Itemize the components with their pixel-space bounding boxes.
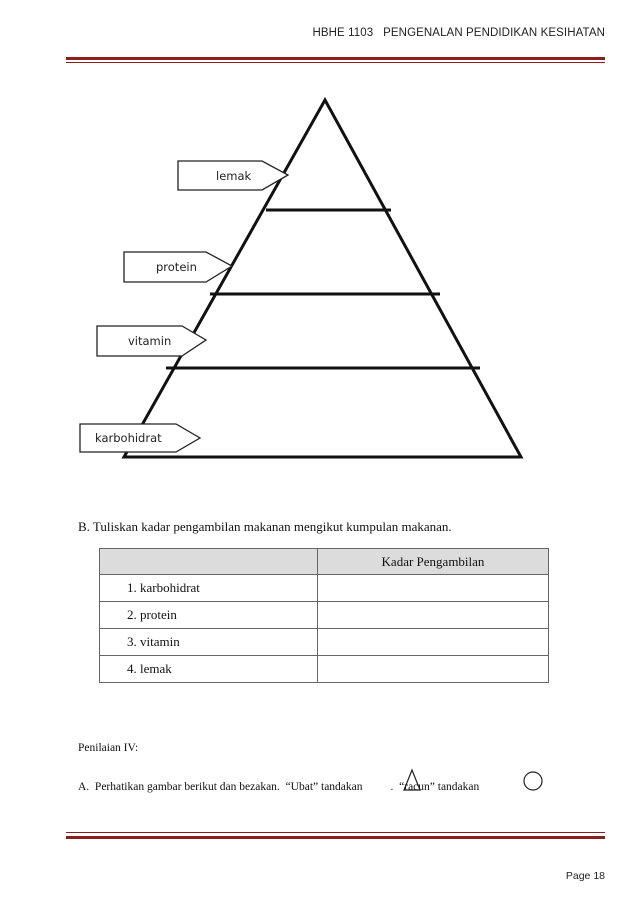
pyramid-label-tags — [80, 161, 288, 452]
table-cell-item: 2. protein — [100, 602, 318, 629]
pyramid-label-karbohidrat: karbohidrat — [95, 431, 162, 445]
penilaian-instruction-part1: A. Perhatikan gambar berikut dan bezakan. “Ubat” tandakan — [78, 781, 363, 793]
table-row — [100, 656, 549, 683]
table-row — [100, 575, 549, 602]
penilaian-title: Penilaian IV: — [78, 742, 139, 754]
table-cell-item: 1. karbohidrat — [100, 575, 318, 602]
table-cell-item: 3. vitamin — [100, 629, 318, 656]
table-row — [100, 602, 549, 629]
table-header-kadar: Kadar Pengambilan — [318, 549, 549, 575]
section-b-instruction: B. Tuliskan kadar pengambilan makanan mengikut kumpulan makanan. — [78, 519, 452, 534]
footer-rule-thin — [66, 832, 605, 833]
table-cell-kadar[interactable] — [318, 656, 549, 683]
page-number: Page 18 — [565, 870, 605, 882]
table-cell-kadar[interactable] — [318, 629, 549, 656]
pyramid-layer-lines — [166, 210, 480, 368]
triangle-icon — [402, 768, 422, 792]
table-cell-item: 4. lemak — [100, 656, 318, 683]
penilaian-instruction-part2: . “racun” tandakan — [390, 781, 480, 793]
circle-icon — [522, 770, 544, 792]
pyramid-label-lemak: lemak — [216, 169, 252, 183]
intake-table — [99, 548, 549, 683]
document-header: HBHE 1103 PENGENALAN PENDIDIKAN KESIHATAN — [312, 27, 605, 39]
table-cell-kadar[interactable] — [318, 575, 549, 602]
pyramid-label-vitamin: vitamin — [128, 334, 172, 348]
footer-rule-thick — [66, 836, 605, 839]
table-cell-kadar[interactable] — [318, 602, 549, 629]
table-header-row — [100, 549, 549, 575]
table-row — [100, 629, 549, 656]
pyramid-label-protein: protein — [156, 260, 197, 274]
table-header-cell — [100, 549, 318, 575]
